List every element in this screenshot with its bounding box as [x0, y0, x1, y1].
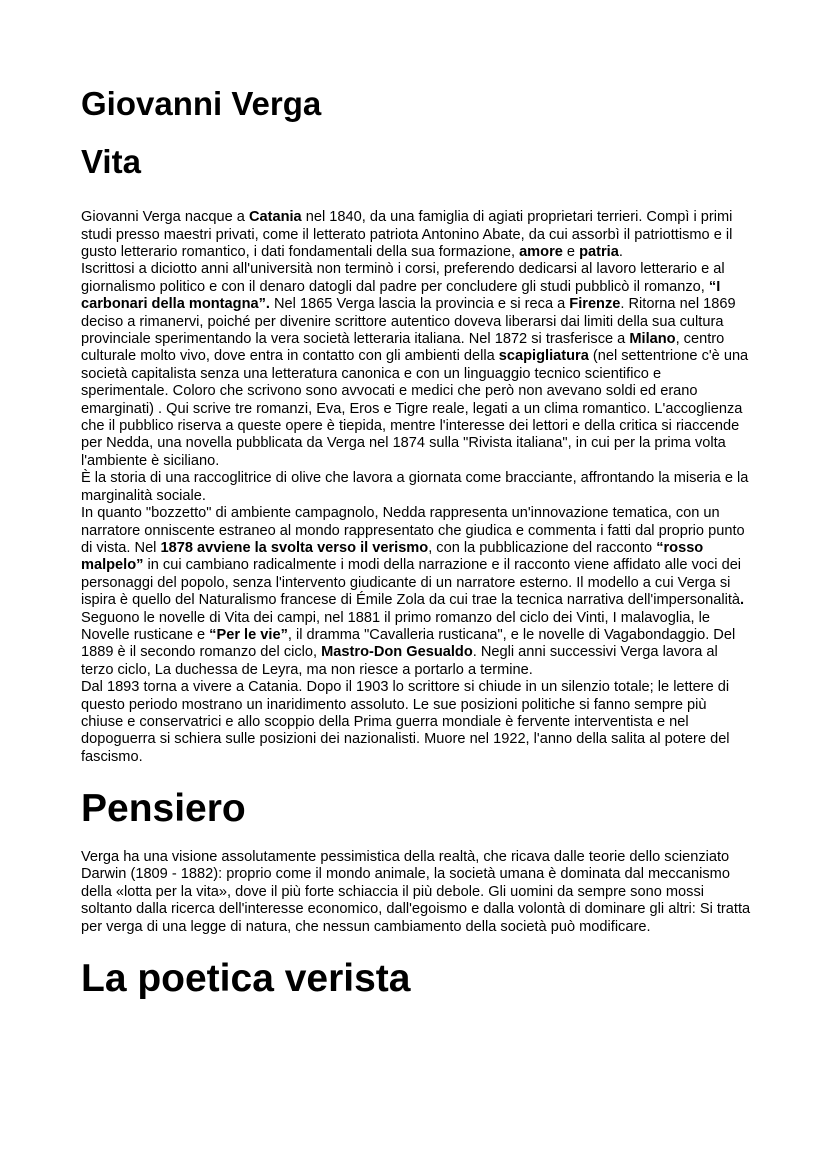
text-run: e — [562, 244, 580, 260]
paragraph — [81, 470, 751, 505]
text-run: Catania — [248, 209, 302, 226]
text-run: Firenze — [569, 296, 621, 313]
text-run: amore — [519, 244, 563, 260]
section-heading-pensiero: Pensiero — [81, 787, 246, 831]
paragraph — [81, 505, 751, 609]
document-title: Giovanni Verga — [81, 85, 322, 122]
paragraph — [81, 261, 751, 470]
text-run: (nel settentrione c'è una società capitalista senza una letteratura canonica e con un linguaggio tecnico scientifico e sperimentale. Coloro che scrivono sono avvocati e medici che però non avevano soldi ed erano emarginati) . Qui scrive tre romanzi, Eva, Eros e Tigre reale, legati a un clima romantico. L'accoglienza che il pubblico riserva a queste opere è tiepida, mentre l'interesse dei lettori e della critica si riaccende per Nedda, una novella pubblicata da Verga nel 1874 sulla "Rivista italiana", in cui per la prima volta l'ambiente è siciliano. — [81, 348, 749, 469]
text-run: nel 1840, da una famiglia di agiati proprietari terrieri. Compì i primi studi presso maestri privati, come il letterato patriota Antonino Abate, da cui assorbì il patriottismo e il gusto letterario romantico, i dati fondamentali della sua formazione, — [81, 209, 733, 260]
text-run: , con la pubblicazione del racconto — [428, 539, 657, 556]
paragraph — [81, 849, 751, 936]
text-run: 1878 avviene la svolta verso il verismo — [160, 539, 429, 556]
paragraph — [81, 610, 751, 680]
text-run: È la storia di una raccoglitrice di olive che lavora a giornata come bracciante, affrontando la miseria e la marginalità sociale. — [81, 470, 749, 504]
text-run: . — [618, 244, 623, 260]
paragraph — [81, 209, 751, 261]
text-run: scapigliatura — [498, 348, 589, 365]
text-run: “rosso malpelo” — [81, 539, 704, 574]
text-run: “Per le vie” — [209, 626, 288, 643]
text-run: Verga ha una visione assolutamente pessimistica della realtà, che ricava dalle teorie dello scienziato Darwin (1809 - 1882): proprio come il mondo animale, la società umana è dominata dal meccanismo della «lotta per la vita», dove il più forte schiaccia il più debole. Gli uomini da sempre sono mossi soltanto dalla ricerca dell'interesse economico, dall'egoismo e dalla volontà di dominare gli altri: Si tratta per verga di una legge di natura, che nessun cambiamento della società può modificare. — [81, 848, 751, 935]
text-run: “I carbonari della montagna”. — [81, 278, 721, 313]
text-run: Iscrittosi a diciotto anni all'università non terminò i corsi, preferendo dedicarsi al lavoro letterario e al giornalismo politico e con il denaro datogli dal padre per concludere gli studi pubblicò il romanzo, — [81, 261, 725, 295]
text-run: Seguono le novelle di Vita dei campi, nel 1881 il primo romanzo del ciclo dei Vinti, I malavoglia, le Novelle rusticane e — [81, 609, 710, 643]
text-run: In quanto "bozzetto" di ambiente campagnolo, Nedda rappresenta un'innovazione tematica, con un narratore onniscente estraneo al mondo rappresentato che giudica e commenta i fatti dal proprio punto di vista. Nel — [81, 505, 745, 556]
section-heading-la-poetica-verista: La poetica verista — [81, 957, 411, 1001]
text-run: Mastro-Don Gesualdo — [321, 644, 473, 661]
text-run: . — [740, 592, 745, 609]
text-run: , centro culturale molto vivo, dove entra in contatto con gli ambienti della — [81, 331, 725, 365]
text-run: in cui cambiano radicalmente i modi della narrazione e il racconto viene affidato alle voci dei personaggi del popolo, senza l'intervento giudicante di un narratore esterno. Il modello a cui Verga si ispira è quello del Naturalismo francese di Émile Zola da cui trae la tecnica narrativa dell'impersonalità — [81, 557, 742, 609]
text-run: . Ritorna nel 1869 deciso a rimanervi, poiché per divenire scrittore autentico doveva liberarsi dai limiti della sua cultura provinciale sperimentando la vera società letteraria italiana. Nel 1872 si trasferisce a — [81, 296, 736, 348]
document-sections — [81, 142, 751, 1003]
text-run: , il dramma "Cavalleria rusticana", e le novelle di Vagabondaggio. Del 1889 è il secondo romanzo del ciclo, — [81, 626, 736, 661]
text-run: Milano — [629, 331, 676, 348]
text-run: . Negli anni successivi Verga lavora al terzo ciclo, La duchessa de Leyra, ma non riesce a portarlo a termine. — [81, 644, 718, 678]
text-run: patria — [579, 244, 619, 260]
paragraph — [81, 679, 751, 766]
text-run: Giovanni Verga nacque a — [81, 209, 249, 226]
text-run: Nel 1865 Verga lascia la provincia e si reca a — [269, 296, 570, 313]
section-heading-vita: Vita — [81, 142, 141, 180]
text-run: Dal 1893 torna a vivere a Catania. Dopo il 1903 lo scrittore si chiude in un silenzio totale; le lettere di questo periodo mostrano un inaridimento assoluto. Le sue posizioni politiche si fanno sempre più chiuse e conservatrici e allo scoppio della Prima guerra mondiale è fervente interventista e nel dopoguerra si schiera sulle posizioni dei nazionalisti. Muore nel 1922, l'anno della salita al potere del fascismo. — [81, 679, 730, 765]
